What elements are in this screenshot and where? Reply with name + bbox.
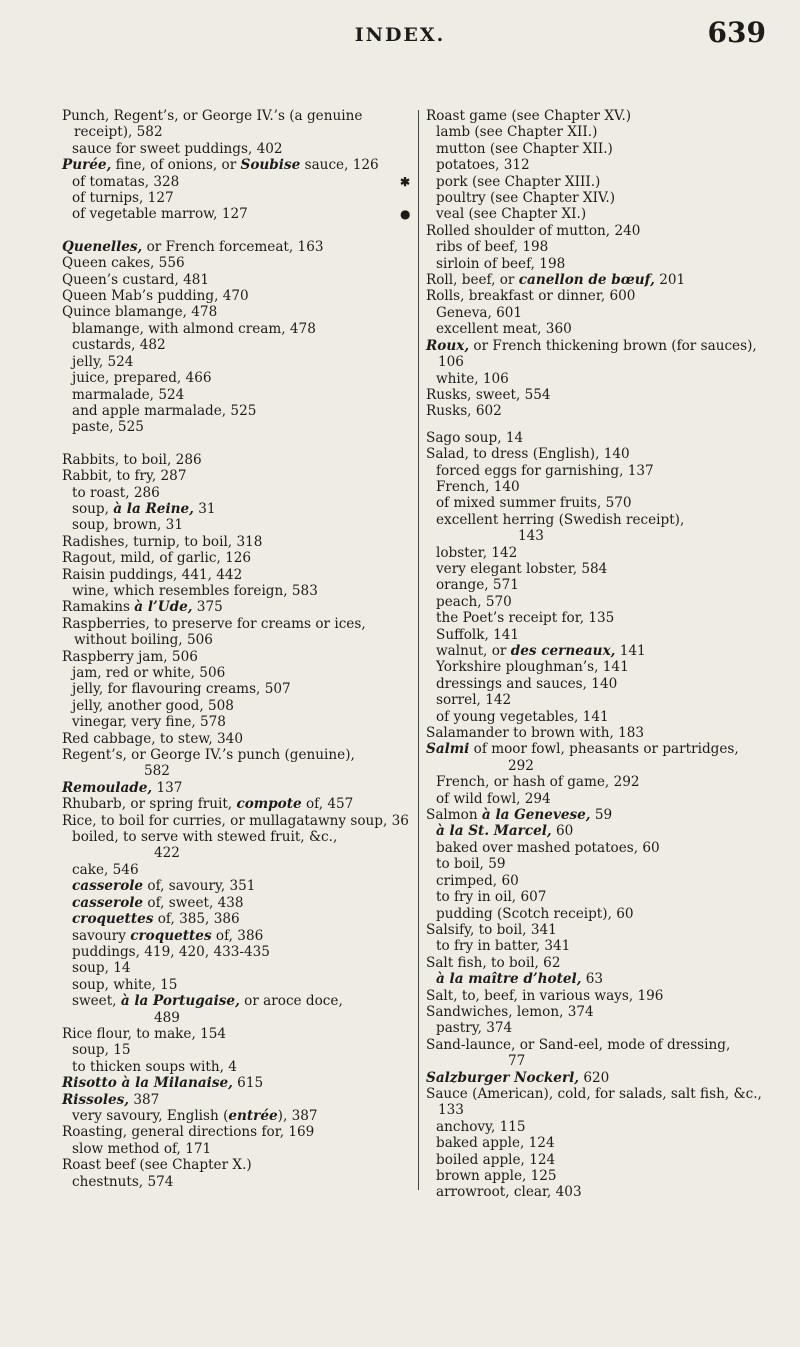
index-entry	[426, 338, 778, 371]
index-entry: ✱ pork (see Chapter XIII.)	[400, 173, 601, 190]
entry-text: to fry in oil, 607	[436, 889, 547, 906]
entry-text: jam, red or white, 506	[72, 665, 226, 681]
entry-text: vinegar, very fine, 578	[72, 714, 226, 731]
index-entry	[62, 468, 414, 484]
entry-text: Geneva, 601	[436, 304, 523, 321]
index-entry	[426, 938, 778, 954]
entry-text: of tomatas, 328	[72, 173, 180, 190]
entry-text: lamb (see Chapter XII.)	[436, 124, 598, 141]
entry-text: sorrel, 142	[436, 692, 512, 709]
index-entry	[426, 1152, 778, 1168]
index-entry: ● veal (see Chapter XI.)	[400, 206, 587, 223]
entry-text: soup, 15	[72, 1042, 131, 1059]
entry-text: Roast game (see Chapter XV.)	[426, 108, 632, 124]
entry-text: and apple marmalade, 525	[72, 402, 257, 419]
entry-text: brown apple, 125	[436, 1168, 557, 1184]
index-entry	[62, 731, 414, 747]
index-entry	[426, 676, 778, 692]
index-entry	[426, 256, 778, 272]
index-entry	[62, 534, 414, 550]
index-entry	[62, 239, 414, 255]
entry-text: to boil, 59	[436, 856, 506, 873]
entry-text: Rolls, breakfast or dinner, 600	[426, 288, 636, 305]
entry-text: French, 140	[436, 478, 520, 495]
entry-text: Queen’s custard, 481	[62, 271, 210, 288]
index-entry	[62, 485, 414, 501]
entry-page-ref: 489	[154, 1009, 180, 1026]
entry-text: of, sweet, 438	[143, 894, 244, 911]
entry-text: Roast beef (see Chapter X.)	[62, 1157, 252, 1174]
entry-page-ref: 582	[144, 763, 170, 780]
entry-text: excellent meat, 360	[436, 321, 572, 338]
entry-term-italic: à la Reine,	[113, 500, 194, 517]
index-entry	[426, 1184, 778, 1200]
page-number: 639	[707, 16, 766, 49]
entry-term-italic: à la St. Marcel,	[436, 823, 552, 840]
entry-text: baked apple, 124	[436, 1135, 555, 1152]
index-entry	[426, 1004, 778, 1020]
entry-text: Sago soup, 14	[426, 429, 524, 446]
entry-text: Queen cakes, 556	[62, 255, 185, 272]
entry-term-italic: Roux,	[426, 337, 470, 354]
entry-text: of wild fowl, 294	[436, 790, 551, 807]
index-entry	[426, 594, 778, 610]
entry-text: 615	[232, 1075, 264, 1092]
entry-term-italic: canellon de bœuf,	[518, 272, 655, 289]
entry-text: orange, 571	[436, 577, 519, 594]
index-entry	[62, 1157, 414, 1173]
entry-page-ref: 143	[518, 528, 544, 545]
entry-text: pastry, 374	[436, 1020, 513, 1037]
entry-text: to fry in batter, 341	[436, 938, 571, 955]
entry-text: sweet,	[72, 993, 121, 1010]
entry-text: boiled apple, 124	[436, 1151, 556, 1168]
index-entry	[426, 479, 778, 495]
index-entry	[426, 288, 778, 304]
entry-text: Roll, beef, or	[426, 272, 519, 289]
entry-term-italic: Rissoles,	[62, 1091, 130, 1108]
entry-text: Salt fish, to boil, 62	[426, 954, 561, 971]
entry-text: juice, prepared, 466	[72, 370, 212, 387]
index-entry	[426, 446, 778, 462]
index-entry	[426, 840, 778, 856]
entry-text: soup, white, 15	[72, 976, 178, 993]
entry-term-italic: casserole	[72, 894, 144, 911]
entry-text: Sand-launce, or Sand-eel, mode of dressing,	[426, 1036, 731, 1053]
index-column-right	[400, 108, 778, 1201]
entry-text: Ragout, mild, of garlic, 126	[62, 550, 252, 567]
index-entry	[426, 709, 778, 725]
entry-text: of, savoury, 351	[143, 878, 256, 895]
index-entry	[426, 239, 778, 255]
entry-text: pudding (Scotch receipt), 60	[436, 905, 634, 922]
entry-text: French, or hash of game, 292	[436, 774, 640, 791]
entry-text: of turnips, 127	[72, 190, 174, 207]
entry-term-italic: entrée	[228, 1107, 278, 1124]
index-entry	[426, 791, 778, 807]
entry-text: Rhubarb, or spring fruit,	[62, 796, 237, 813]
index-entry	[426, 856, 778, 872]
index-entry	[62, 1026, 414, 1042]
index-entry	[426, 272, 778, 288]
entry-text: of, 386	[211, 927, 264, 944]
index-entry	[62, 649, 414, 665]
entry-page-ref: 77	[508, 1053, 526, 1070]
entry-text: Rabbit, to fry, 287	[62, 468, 187, 485]
index-entry	[426, 1070, 778, 1086]
index-entry	[62, 599, 414, 615]
entry-text: cake, 546	[72, 861, 139, 878]
entry-text: soup, 14	[72, 960, 131, 977]
index-entry	[62, 780, 414, 796]
index-entry	[426, 873, 778, 889]
index-entry	[62, 714, 414, 730]
entry-text: Quince blamange, 478	[62, 304, 218, 321]
entry-text: Queen Mab’s pudding, 470	[62, 288, 249, 305]
index-entry	[426, 955, 778, 971]
index-entry	[426, 305, 778, 321]
entry-text: sauce for sweet puddings, 402	[72, 140, 283, 157]
index-entry	[62, 501, 414, 517]
index-entry	[62, 583, 414, 599]
entry-text: Sauce (American), cold, for salads, salt fish, &c., 133	[426, 1085, 762, 1119]
entry-text: or French thickening brown (for sauces), 106	[438, 337, 757, 371]
entry-term-italic: Remoulade,	[62, 779, 153, 796]
index-entry	[62, 288, 414, 304]
entry-text: 60	[551, 823, 574, 840]
index-entry	[62, 370, 414, 386]
entry-text: to thicken soups with, 4	[72, 1058, 237, 1075]
entry-text: 375	[192, 599, 223, 616]
entry-term-italic: casserole	[72, 878, 144, 895]
index-entry	[62, 1092, 414, 1108]
entry-text: of vegetable marrow, 127	[72, 206, 248, 223]
index-entry	[62, 698, 414, 714]
index-entry	[62, 878, 414, 894]
entry-text: 63	[581, 971, 604, 988]
entry-text: puddings, 419, 420, 433-435	[72, 943, 270, 960]
index-entry	[426, 627, 778, 643]
index-entry	[62, 190, 414, 206]
index-entry	[426, 1119, 778, 1135]
index-entry	[62, 616, 414, 649]
entry-text: peach, 570	[436, 593, 512, 610]
entry-page-ref: 292	[508, 757, 534, 774]
index-entry	[426, 545, 778, 561]
index-entry	[426, 561, 778, 577]
entry-text: veal (see Chapter XI.)	[436, 206, 587, 223]
entry-text: poultry (see Chapter XIV.)	[436, 190, 616, 207]
entry-text: Salamander to brown with, 183	[426, 725, 645, 742]
index-entry	[426, 906, 778, 922]
index-entry	[426, 1168, 778, 1184]
entry-term-italic: Purée,	[62, 157, 112, 174]
index-entry	[62, 174, 414, 190]
page-header	[0, 14, 800, 54]
entry-text: 387	[129, 1091, 160, 1108]
entry-text: Red cabbage, to stew, 340	[62, 730, 243, 747]
index-entry	[62, 567, 414, 583]
index-entry	[62, 911, 414, 927]
entry-text: Rusks, sweet, 554	[426, 386, 551, 403]
index-entry	[62, 1174, 414, 1190]
index-entry	[426, 988, 778, 1004]
entry-text: dressings and sauces, 140	[436, 675, 618, 692]
index-entry	[426, 922, 778, 938]
entry-text: mutton (see Chapter XII.)	[436, 140, 613, 157]
entry-text: 201	[654, 272, 686, 289]
entry-text: Rolled shoulder of mutton, 240	[426, 222, 641, 239]
index-entry	[426, 692, 778, 708]
entry-text: chestnuts, 574	[72, 1173, 174, 1190]
index-entry	[62, 272, 414, 288]
entry-text: white, 106	[436, 370, 509, 387]
index-entry	[62, 1108, 414, 1124]
entry-text: jelly, 524	[72, 353, 134, 370]
index-entry	[426, 577, 778, 593]
column-divider	[418, 110, 419, 1190]
entry-text: very elegant lobster, 584	[436, 560, 608, 577]
entry-text: Salsify, to boil, 341	[426, 921, 557, 938]
entry-text: sauce, 126	[300, 157, 379, 174]
index-column-left	[62, 108, 414, 1190]
entry-text: lobster, 142	[436, 544, 518, 561]
entry-text: potatoes, 312	[436, 157, 530, 174]
entry-term-italic: des cerneaux,	[510, 643, 616, 659]
index-entry	[426, 371, 778, 387]
index-entry	[62, 862, 414, 878]
index-entry	[426, 610, 778, 626]
entry-term-italic: compote	[236, 796, 302, 813]
entry-term-italic: Quenelles,	[62, 238, 143, 255]
entry-text: 141	[615, 643, 646, 659]
entry-text: anchovy, 115	[436, 1118, 526, 1135]
index-entry	[426, 512, 778, 545]
entry-text: jelly, another good, 508	[72, 697, 234, 714]
entry-text: the Poet’s receipt for, 135	[436, 610, 615, 627]
entry-text: Punch, Regent’s, or George IV.’s (a genuine receipt), 582	[62, 108, 363, 141]
index-entry	[426, 223, 778, 239]
index-entry	[62, 665, 414, 681]
entry-text: slow method of, 171	[72, 1140, 212, 1157]
entry-text: sirloin of beef, 198	[436, 255, 566, 272]
index-entry	[426, 108, 778, 124]
entry-page-ref: 422	[154, 845, 180, 862]
entry-text: to roast, 286	[72, 484, 160, 501]
entry-text: jelly, for flavouring creams, 507	[72, 681, 291, 698]
entry-text: forced eggs for garnishing, 137	[436, 462, 654, 479]
index-entry	[62, 747, 414, 780]
index-entry	[62, 796, 414, 812]
entry-term-italic: à la Portugaise,	[120, 993, 240, 1010]
entry-text: Rice flour, to make, 154	[62, 1025, 227, 1042]
index-entry	[426, 157, 778, 173]
index-entry	[62, 354, 414, 370]
entry-text: crimped, 60	[436, 872, 519, 889]
index-entry	[62, 928, 414, 944]
entry-text: or aroce doce,	[239, 993, 343, 1010]
index-entry	[62, 977, 414, 993]
entry-text: arrowroot, clear, 403	[436, 1184, 582, 1201]
index-entry	[426, 1086, 778, 1119]
index-entry	[426, 643, 778, 659]
index-entry	[62, 895, 414, 911]
index-entry	[62, 255, 414, 271]
index-entry	[62, 829, 414, 862]
entry-term-italic: Soubise	[240, 157, 301, 174]
entry-text: Sandwiches, lemon, 374	[426, 1003, 594, 1020]
index-entry	[426, 659, 778, 675]
entry-text: pork (see Chapter XIII.)	[436, 173, 601, 190]
index-entry	[62, 813, 414, 829]
entry-text: of young vegetables, 141	[436, 708, 609, 725]
entry-text: Ramakins	[62, 599, 135, 616]
entry-text: 620	[579, 1069, 610, 1086]
index-entry	[426, 190, 778, 206]
index-entry	[426, 321, 778, 337]
entry-text: Raisin puddings, 441, 442	[62, 566, 243, 583]
index-entry	[62, 206, 414, 222]
index-entry	[426, 1135, 778, 1151]
entry-text: marmalade, 524	[72, 386, 185, 403]
index-entry	[62, 157, 414, 173]
index-entry	[62, 304, 414, 320]
entry-text: Raspberry jam, 506	[62, 648, 198, 665]
index-entry	[62, 403, 414, 419]
entry-text: walnut, or	[436, 643, 511, 659]
index-entry	[62, 1059, 414, 1075]
entry-text: Salad, to dress (English), 140	[426, 446, 630, 463]
index-entry	[62, 960, 414, 976]
entry-text: Raspberries, to preserve for creams or ices, without boiling, 506	[62, 615, 366, 649]
entry-text: excellent herring (Swedish receipt),	[436, 511, 685, 528]
entry-text: paste, 525	[72, 419, 144, 436]
index-entry	[62, 944, 414, 960]
entry-text: Salmon	[426, 807, 482, 824]
index-entry	[426, 124, 778, 140]
entry-text: 59	[590, 807, 613, 824]
index-entry	[62, 387, 414, 403]
page-title: INDEX.	[354, 24, 446, 46]
entry-text: boiled, to serve with stewed fruit, &c.,	[72, 829, 338, 846]
index-entry	[426, 1037, 778, 1070]
entry-text: baked over mashed potatoes, 60	[436, 839, 660, 856]
entry-text: or French forcemeat, 163	[142, 238, 324, 255]
entry-text: soup,	[72, 500, 114, 517]
index-entry	[62, 550, 414, 566]
index-entry	[426, 774, 778, 790]
index-entry	[62, 108, 414, 141]
entry-text: 31	[193, 500, 216, 517]
index-entry	[62, 452, 414, 468]
index-entry	[62, 141, 414, 157]
entry-term-italic: à la Genevese,	[481, 807, 591, 824]
index-entry	[62, 419, 414, 435]
index-entry	[62, 517, 414, 533]
index-entry	[62, 321, 414, 337]
entry-text: Radishes, turnip, to boil, 318	[62, 533, 263, 550]
index-entry	[426, 725, 778, 741]
entry-text: wine, which resembles foreign, 583	[72, 582, 318, 599]
entry-term-italic: croquettes	[130, 927, 212, 944]
entry-text: Suffolk, 141	[436, 626, 520, 643]
index-entry	[426, 741, 778, 774]
entry-text: of moor fowl, pheasants or partridges,	[469, 741, 739, 758]
index-entry	[426, 971, 778, 987]
entry-term-italic: Salzburger Nockerl,	[426, 1069, 580, 1086]
entry-text: Regent’s, or George IV.’s punch (genuine),	[62, 747, 355, 764]
entry-text: of mixed summer fruits, 570	[436, 495, 632, 512]
index-entry	[426, 403, 778, 419]
index-entry	[62, 1124, 414, 1140]
entry-text: of, 457	[301, 796, 354, 813]
entry-text: ), 387	[277, 1107, 318, 1124]
entry-text: custards, 482	[72, 337, 166, 354]
index-entry	[62, 993, 414, 1026]
index-entry	[426, 807, 778, 823]
entry-text: Rice, to boil for curries, or mullagatawny soup, 36	[62, 812, 409, 829]
index-entry	[62, 337, 414, 353]
index-entry	[426, 495, 778, 511]
entry-term-italic: croquettes	[72, 911, 154, 928]
entry-text: 137	[152, 779, 183, 796]
entry-text: Rusks, 602	[426, 403, 502, 420]
entry-term-italic: Risotto à la Milanaise,	[62, 1075, 233, 1092]
index-entry	[62, 1141, 414, 1157]
entry-term-italic: à l’Ude,	[134, 599, 193, 616]
entry-term-italic: à la maître d’hotel,	[436, 971, 582, 988]
index-entry	[62, 681, 414, 697]
index-entry	[426, 430, 778, 446]
entry-text: ribs of beef, 198	[436, 239, 549, 256]
entry-text: Rabbits, to boil, 286	[62, 451, 202, 468]
entry-text: savoury	[72, 927, 131, 944]
entry-term-italic: Salmi	[426, 741, 470, 758]
index-entry	[62, 1042, 414, 1058]
index-entry	[426, 141, 778, 157]
entry-text: of, 385, 386	[153, 911, 240, 928]
index-entry	[426, 463, 778, 479]
index-entry	[426, 387, 778, 403]
entry-text: soup, brown, 31	[72, 517, 183, 534]
entry-text: Salt, to, beef, in various ways, 196	[426, 987, 664, 1004]
index-entry	[426, 889, 778, 905]
entry-text: Roasting, general directions for, 169	[62, 1124, 315, 1141]
index-entry	[426, 1020, 778, 1036]
entry-text: very savoury, English (	[72, 1107, 229, 1124]
entry-text: blamange, with almond cream, 478	[72, 320, 316, 337]
entry-text: Yorkshire ploughman’s, 141	[436, 659, 629, 676]
index-entry	[426, 823, 778, 839]
index-entry	[62, 1075, 414, 1091]
entry-text: fine, of onions, or	[111, 157, 241, 174]
